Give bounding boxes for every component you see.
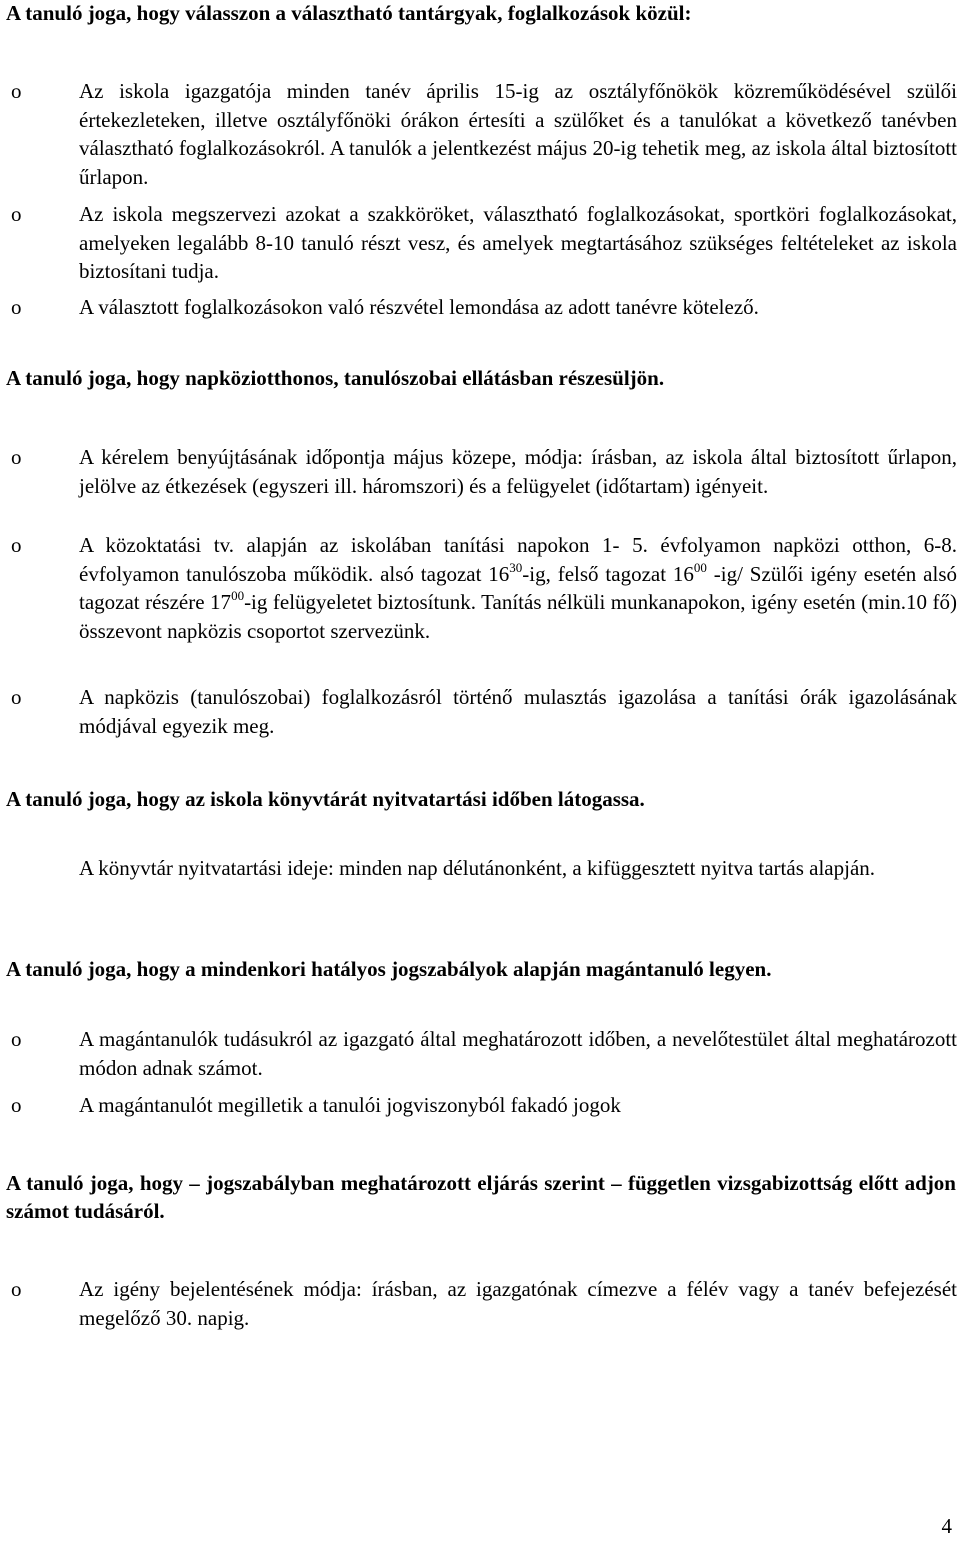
list-item: o Az igény bejelentésének módja: írásban, az igazgatónak címezve a félév vagy a tanév befejezését megelőző 30. napig. — [79, 1275, 957, 1332]
list-item: o Az iskola igazgatója minden tanév április 15-ig az osztályfőnökök közreműködésével szülői értekezleteken, illetve osztályfőnöki órákon értesíti a szülőket és a tanulókat a következő tanévben választható foglalkozásokról. A tanulók a jelentkezést május 20-ig tehetik meg, az iskola által biztosított űrlapon. — [79, 77, 957, 191]
library-paragraph: A könyvtár nyitvatartási ideje: minden nap délutánonként, a kifüggesztett nyitva tartás alapján. — [79, 856, 876, 880]
list-item-text: A közoktatási tv. alapján az iskolában tanítási napokon 1- 5. évfolyamon napközi otthon, 6-8. évfolyamon tanulószoba működik. alsó tagozat 16 — [79, 533, 957, 586]
page-number: 4 — [941, 1514, 952, 1538]
section-heading-elective-subjects: A tanuló joga, hogy válasszon a választható tantárgyak, foglalkozások közül: — [6, 1, 692, 25]
list-item-text: -ig felügyeletet biztosítunk. Tanítás nélküli munkanapokon, igény esetén (min.10 fő) összevont napközis csoportot szervezünk. — [79, 590, 958, 643]
list-item-text: -ig, felső tagozat 16 — [522, 561, 694, 586]
list-item: o A választott foglalkozásokon való részvétel lemondása az adott tanévre kötelező. — [79, 293, 957, 322]
list-item-text: -ig/ Szülői igény esetén alsó tagozat részére 17 — [79, 561, 957, 615]
list-item: o A napközis (tanulószobai) foglalkozásról történő mulasztás igazolása a tanítási órák igazolásának módjával egyezik meg. — [79, 683, 957, 740]
list-item: o A kérelem benyújtásának időpontja május közepe, módja: írásban, az iskola által biztosított űrlapon, jelölve az étkezések (egyszeri ill. háromszori) és a felügyelet (időtartam) igényeit. — [79, 443, 957, 500]
list-item: o A magántanulót megilletik a tanulói jogviszonyból fakadó jogok — [79, 1091, 957, 1120]
time-superscript: 30 — [509, 559, 523, 575]
list-item — [79, 531, 957, 645]
time-superscript: 00 — [231, 588, 245, 604]
list-item: o A magántanulók tudásukról az igazgató által meghatározott időben, a nevelőtestület által meghatározott módon adnak számot. — [79, 1025, 957, 1082]
section-heading-independent-exam: A tanuló joga, hogy – jogszabályban meghatározott eljárás szerint – független vizsgabizottság előtt adjon számot tudásáról. — [6, 1171, 956, 1223]
section-heading-library: A tanuló joga, hogy az iskola könyvtárát nyitvatartási időben látogassa. — [6, 787, 645, 811]
time-superscript: 00 — [693, 559, 707, 575]
section-heading-private-student: A tanuló joga, hogy a mindenkori hatályos jogszabályok alapján magántanuló legyen. — [6, 957, 772, 981]
section-heading-day-care: A tanuló joga, hogy napköziotthonos, tanulószobai ellátásban részesüljön. — [6, 366, 665, 390]
list-item: o Az iskola megszervezi azokat a szakköröket, választható foglalkozásokat, sportköri foglalkozásokat, amelyeken legalább 8-10 tanuló részt vesz, és amelyek megtartásához szükséges feltételeket az iskola biztosítani tudja. — [79, 200, 957, 286]
